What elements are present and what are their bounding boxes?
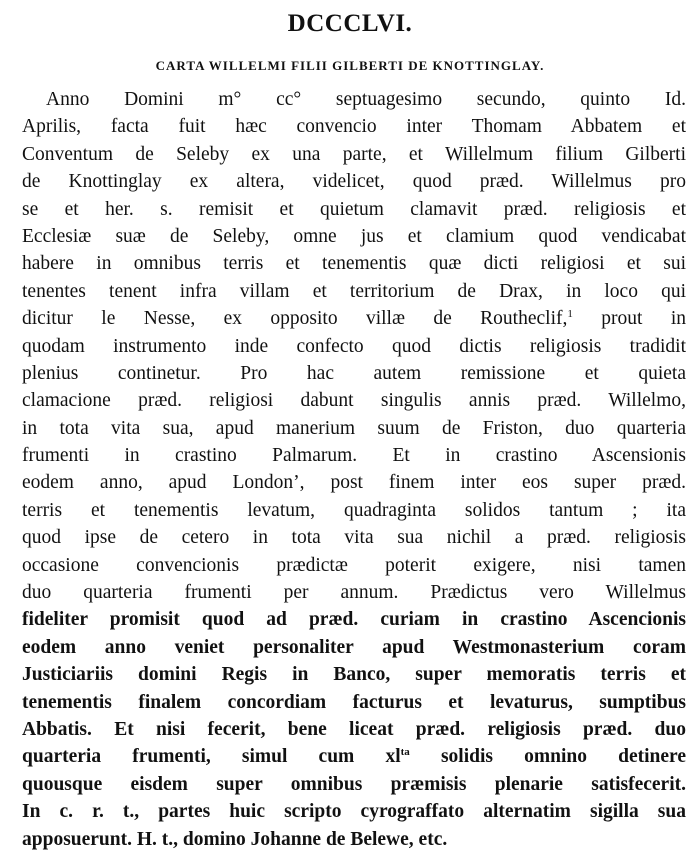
text-line: Aprilis, facta fuit hæc convencio inter Thomam Abbatem et — [22, 116, 686, 138]
charter-body — [22, 86, 686, 853]
charter-subtitle: CARTA WILLELMI FILII GILBERTI DE KNOTTINGLAY. — [155, 58, 545, 73]
text-line: In c. r. t., partes huic scripto cyrograffato alternatim sigilla sua — [22, 801, 686, 823]
text-line: tenentes tenent infra villam et territorium de Drax, in loco qui — [22, 280, 686, 302]
text-fragment: prout in — [572, 308, 686, 330]
text-line: frumenti in crastino Palmarum. Et in crastino Ascensionis — [22, 445, 686, 467]
text-line: Conventum de Seleby ex una parte, et Willelmum filium Gilberti — [22, 143, 686, 165]
text-line: Ecclesiæ suæ de Seleby, omne jus et clamium quod vendicabat — [22, 225, 686, 247]
text-line-with-superscript — [22, 743, 686, 770]
text-line: Justiciariis domini Regis in Banco, super memoratis terris et — [22, 664, 686, 686]
text-line: de Knottinglay ex altera, videlicet, quod præd. Willelmus pro — [22, 171, 686, 193]
superscript-abbreviation: ta — [400, 746, 410, 759]
text-line: Anno Domini m° cc° septuagesimo secundo, quinto Id. — [46, 89, 686, 110]
text-line: eodem anno, apud London’, post finem inter eos super præd. — [22, 472, 686, 494]
charter-number-title: DCCCLVI. — [287, 10, 413, 37]
text-line: plenius continetur. Pro hac autem remissione et quieta — [22, 362, 686, 384]
text-line: habere in omnibus terris et tenementis quæ dicti religiosi et sui — [22, 253, 686, 275]
text-line: Abbatis. Et nisi fecerit, bene liceat præd. religiosis præd. duo — [22, 718, 686, 740]
text-line: tenementis finalem concordiam facturus et levaturus, sumptibus — [22, 691, 686, 713]
text-fragment: dicitur le Nesse, ex opposito villæ de Routheclif, — [22, 308, 568, 330]
text-line: in tota vita sua, apud manerium suum de Friston, duo quarteria — [22, 417, 686, 439]
text-line: quodam instrumento inde confecto quod dictis religiosis tradidit — [22, 335, 686, 357]
text-line: eodem anno veniet personaliter apud Westmonasterium coram — [22, 636, 686, 658]
text-line: occasione convencionis prædictæ poterit exigere, nisi tamen — [22, 554, 686, 576]
text-line: terris et tenementis levatum, quadraginta solidos tantum ; ita — [22, 499, 686, 521]
text-line: fideliter promisit quod ad præd. curiam in crastino Ascencionis — [22, 609, 686, 631]
text-line: apposuerunt. H. t., domino Johanne de Belewe, etc. — [22, 828, 448, 850]
text-line: duo quarteria frumenti per annum. Prædictus vero Willelmus — [22, 582, 686, 604]
text-line: clamacione præd. religiosi dabunt singulis annis præd. Willelmo, — [22, 390, 686, 412]
text-fragment: solidis omnino detinere — [409, 746, 686, 768]
text-line-with-footnote — [22, 305, 686, 332]
text-line: quousque eisdem super omnibus præmisis plenarie satisfecerit. — [22, 773, 686, 795]
text-fragment: quarteria frumenti, simul cum xl — [22, 746, 401, 768]
footnote-marker: 1 — [567, 308, 573, 321]
text-line: se et her. s. remisit et quietum clamavit præd. religiosis et — [22, 198, 686, 220]
text-line: quod ipse de cetero in tota vita sua nichil a præd. religiosis — [22, 527, 686, 549]
